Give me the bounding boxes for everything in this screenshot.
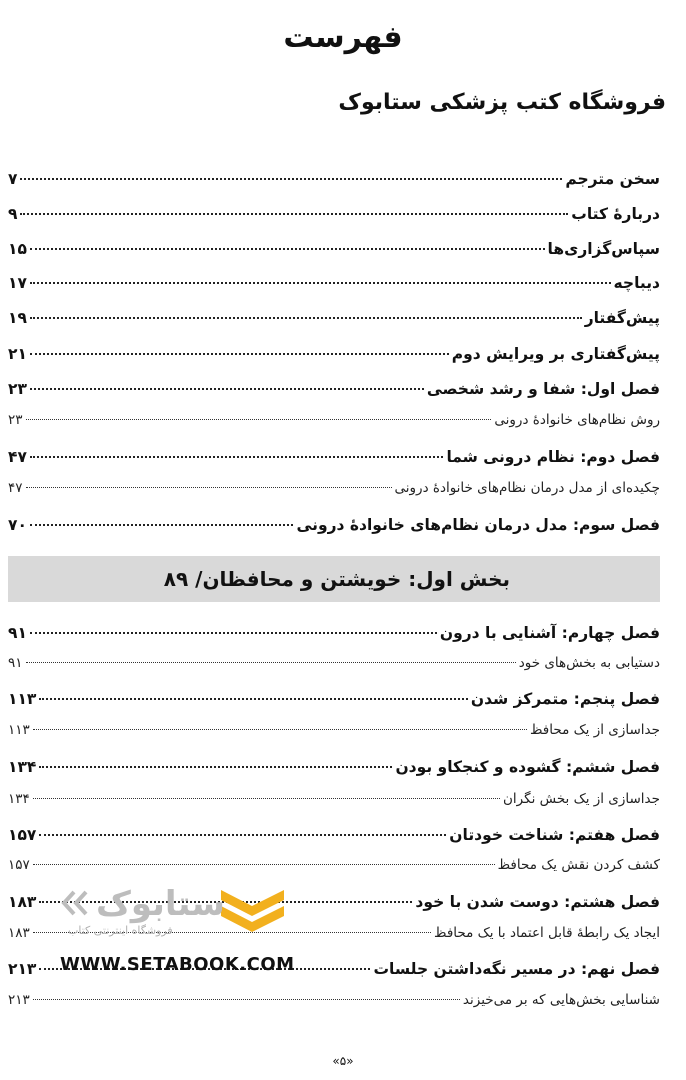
toc-entry-page: ۱۸۳: [8, 925, 30, 941]
toc-entry: [8, 448, 660, 466]
toc-entry: [8, 857, 660, 873]
toc-entry-title: فصل سوم: مدل درمان نظام‌های خانوادهٔ درونی: [296, 516, 660, 534]
toc-entry: [8, 624, 660, 642]
toc-entry-title: جداسازی از یک محافظ: [529, 722, 660, 738]
logo-url: WWW.SETABOOK.COM: [60, 954, 295, 975]
toc-entry: [8, 758, 660, 776]
toc-entry-title: دربارهٔ کتاب: [571, 205, 660, 223]
part-banner: [8, 556, 660, 602]
toc-entry: [8, 791, 660, 807]
toc-entry-page: ۱۳۴: [8, 758, 37, 776]
toc-entry: [8, 655, 660, 671]
toc-entry-title: فصل هفتم: شناخت خودتان: [449, 826, 660, 844]
toc-entry-title: دیباچه: [613, 274, 660, 292]
toc-entry-title: فصل پنجم: متمرکز شدن: [470, 690, 660, 708]
toc-entry-title: شناسایی بخش‌هایی که بر می‌خیزند: [462, 992, 660, 1008]
toc-leader: [30, 282, 611, 284]
toc-leader: [30, 353, 449, 355]
toc-entry-page: ۲۳: [8, 380, 27, 398]
toc-leader: [30, 248, 545, 250]
toc-leader: [30, 456, 444, 458]
toc-leader: [30, 632, 437, 634]
toc-leader: [33, 729, 527, 730]
toc-entry-title: پیش‌گفتار: [584, 309, 660, 327]
toc-entry-page: ۲۱۳: [8, 960, 37, 978]
logo-wordmark: ستابوک: [96, 884, 225, 924]
toc-leader: [30, 317, 582, 319]
toc-entry-title: فصل دوم: نظام درونی شما: [446, 448, 660, 466]
toc-entry-title: فصل چهارم: آشنایی با درون: [439, 624, 660, 642]
toc-entry-page: ۱۳۴: [8, 791, 30, 807]
toc-entry: [8, 274, 660, 292]
toc-entry-title: فصل ششم: گشوده و کنجکاو بودن: [395, 758, 660, 776]
toc-entry-page: ۱۵۷: [8, 826, 37, 844]
toc-entry-title: سپاس‌گزاری‌ها: [547, 240, 660, 258]
toc-leader: [26, 662, 516, 663]
double-chevron-icon: [60, 890, 94, 916]
part-title: بخش اول: خویشتن و محافظان/ ۸۹: [163, 567, 510, 591]
toc-entry-page: ۹۱: [8, 624, 27, 642]
page-subtitle: فروشگاه کتب پزشکی ستابوک: [338, 90, 666, 115]
toc-entry: [8, 690, 660, 708]
toc-entry: [8, 170, 660, 188]
toc-leader: [20, 213, 568, 215]
toc-leader: [26, 487, 392, 488]
toc-leader: [26, 419, 492, 420]
toc-entry-title: دستیابی به بخش‌های خود: [518, 655, 660, 671]
toc-entry-title: کشف کردن نقش یک محافظ: [497, 857, 660, 873]
toc-entry-title: فصل اول: شفا و رشد شخصی: [426, 380, 660, 398]
toc-entry-page: ۹: [8, 205, 18, 223]
toc-entry: [8, 516, 660, 534]
toc-entry-title: ایجاد یک رابطهٔ قابل اعتماد با یک محافظ: [434, 925, 660, 941]
logo-tagline: فروشگاه اینترنتی کتاب: [68, 924, 173, 937]
toc-entry-title: پیش‌گفتاری بر ویرایش دوم: [451, 345, 660, 363]
toc-entry: [8, 309, 660, 327]
toc-entry-page: ۴۷: [8, 480, 23, 496]
page-title: فهرست: [283, 20, 403, 55]
watermark: [60, 880, 295, 980]
toc-entry-page: ۱۷: [8, 274, 27, 292]
toc-entry: [8, 240, 660, 258]
setabook-logo-icon: [215, 886, 290, 936]
page-number: «۵»: [332, 1054, 354, 1068]
toc-entry: [8, 480, 660, 496]
toc-entry-page: ۱۵۷: [8, 857, 30, 873]
toc-leader: [30, 388, 424, 390]
toc-leader: [39, 834, 446, 836]
toc-entry-page: ۱۵: [8, 240, 27, 258]
toc-entry-page: ۲۱: [8, 345, 27, 363]
toc-entry-title: روش نظام‌های خانوادهٔ درونی: [494, 412, 660, 428]
toc-entry-page: ۱۹: [8, 309, 27, 327]
toc-entry-title: سخن مترجم: [565, 170, 660, 188]
toc-entry-page: ۷: [8, 170, 18, 188]
toc-entry: [8, 826, 660, 844]
toc-leader: [20, 178, 562, 180]
toc-leader: [39, 698, 467, 700]
toc-entry-page: ۲۱۳: [8, 992, 30, 1008]
toc-entry: [8, 412, 660, 428]
toc-entry-page: ۱۱۳: [8, 690, 37, 708]
toc-leader: [33, 864, 495, 865]
toc-entry-title: جداسازی از یک بخش نگران: [503, 791, 660, 807]
toc-entry-page: ۱۱۳: [8, 722, 30, 738]
toc-leader: [33, 798, 500, 799]
toc-entry-page: ۴۷: [8, 448, 27, 466]
toc-leader: [30, 524, 294, 526]
toc-leader: [33, 999, 460, 1000]
toc-entry-page: ۹۱: [8, 655, 23, 671]
toc-entry-page: ۲۳: [8, 412, 23, 428]
toc-entry: [8, 722, 660, 738]
toc-entry-title: فصل هشتم: دوست شدن با خود: [415, 893, 660, 911]
toc-entry-page: ۱۸۳: [8, 893, 37, 911]
toc-leader: [39, 766, 392, 768]
toc-entry-title: چکیده‌ای از مدل درمان نظام‌های خانوادهٔ درونی: [394, 480, 660, 496]
toc-entry: [8, 205, 660, 223]
toc-entry-title: فصل نهم: در مسیر نگه‌داشتن جلسات: [373, 960, 660, 978]
toc-entry: [8, 380, 660, 398]
toc-entry-page: ۷۰: [8, 516, 27, 534]
toc-entry: [8, 345, 660, 363]
toc-entry: [8, 992, 660, 1008]
